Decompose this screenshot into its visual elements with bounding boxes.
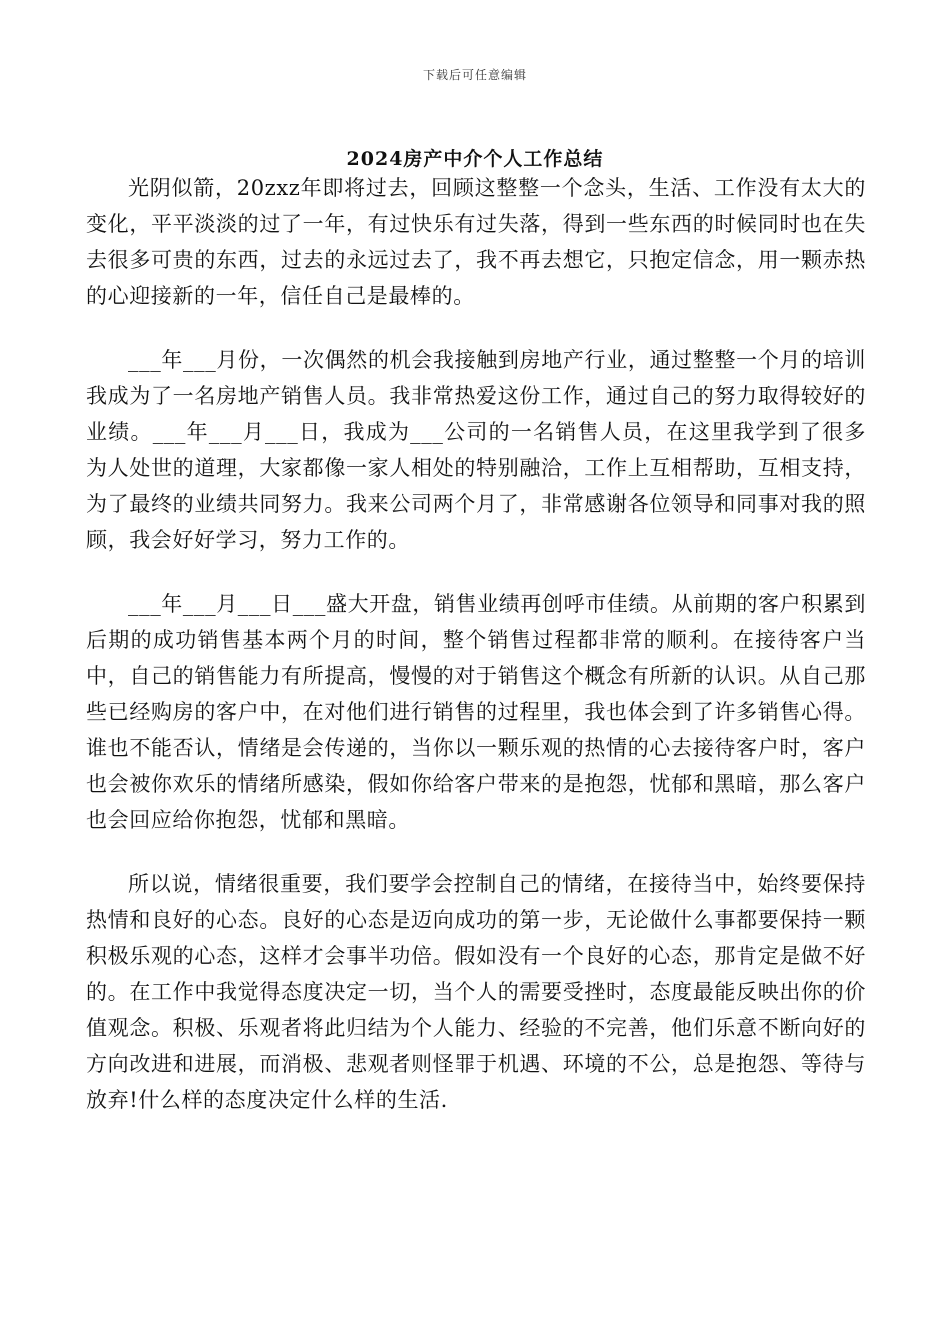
document-body [86, 170, 866, 1146]
paragraph-2: ___年___月份，一次偶然的机会我接触到房地产行业，通过整整一个月的培训我成为了一名房地产销售人员。我非常热爱这份工作，通过自己的努力取得较好的业绩。___年___月___日，我成为___公司的一名销售人员，在这里我学到了很多为人处世的道理，大家都像一家人相处的特别融洽，工作上互相帮助，互相支持，为了最终的业绩共同努力。我来公司两个月了，非常感谢各位领导和同事对我的照顾，我会好好学习，努力工作的。 [86, 348, 866, 552]
paragraph-4: 所以说，情绪很重要，我们要学会控制自己的情绪，在接待当中，始终要保持热情和良好的心态。良好的心态是迈向成功的第一步，无论做什么事都要保持一颗积极乐观的心态，这样才会事半功倍。假如没有一个良好的心态，那肯定是做不好的。在工作中我觉得态度决定一切，当个人的需要受挫时，态度最能反映出你的价值观念。积极、乐观者将此归结为个人能力、经验的不完善，他们乐意不断向好的方向改进和进展，而消极、悲观者则怪罪于机遇、环境的不公，总是抱怨、等待与放弃!什么样的态度决定什么样的生活. [86, 872, 866, 1112]
paragraph-1: 光阴似箭，20zxz年即将过去，回顾这整整一个念头，生活、工作没有太大的变化，平平淡淡的过了一年，有过快乐有过失落，得到一些东西的时候同时也在失去很多可贵的东西，过去的永远过去了，我不再去想它，只抱定信念，用一颗赤热的心迎接新的一年，信任自己是最棒的。 [86, 176, 866, 308]
paragraph-3: ___年___月___日___盛大开盘，销售业绩再创呼市佳绩。从前期的客户积累到后期的成功销售基本两个月的时间，整个销售过程都非常的顺利。在接待客户当中，自己的销售能力有所提高，慢慢的对于销售这个概念有所新的认识。从自己那些已经购房的客户中，在对他们进行销售的过程里，我也体会到了许多销售心得。谁也不能否认，情绪是会传递的，当你以一颗乐观的热情的心去接待客户时，客户也会被你欢乐的情绪所感染，假如你给客户带来的是抱怨，忧郁和黑暗，那么客户也会回应给你抱怨，忧郁和黑暗。 [86, 592, 866, 832]
document-title: 2024房产中介个人工作总结 [346, 148, 604, 170]
header-note: 下载后可任意编辑 [422, 68, 527, 82]
